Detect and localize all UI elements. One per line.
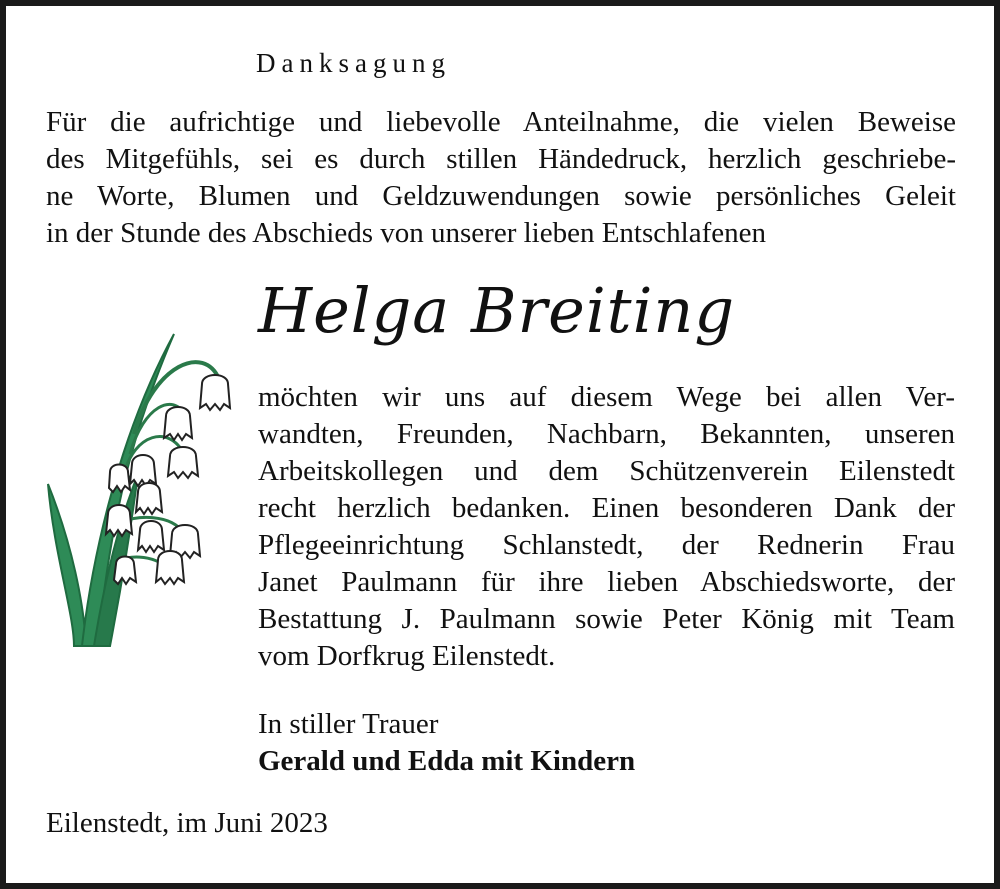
body-line: vom Dorfkrug Eilenstedt. xyxy=(258,640,556,672)
closing-text: In stiller Trauer xyxy=(258,708,439,740)
place-date: Eilenstedt, im Juni 2023 xyxy=(46,807,328,839)
intro-paragraph xyxy=(46,104,956,252)
body-line: Janet Paulmann für ihre lieben Abschiedsworte, der xyxy=(258,566,955,598)
notice-heading: Danksagung xyxy=(256,48,451,78)
intro-line: ne Worte, Blumen und Geldzuwendungen sowie persönliches Geleit xyxy=(46,180,956,212)
thanks-paragraph xyxy=(258,379,955,675)
body-line: Arbeitskollegen und dem Schützenverein Eilenstedt xyxy=(258,455,955,487)
deceased-name: Helga Breiting xyxy=(258,274,736,347)
body-line: wandten, Freunden, Nachbarn, Bekannten, unseren xyxy=(258,418,955,450)
lily-of-the-valley-icon xyxy=(34,324,234,649)
body-line: Pflegeeinrichtung Schlanstedt, der Rednerin Frau xyxy=(258,529,955,561)
intro-line: des Mitgefühls, sei es durch stillen Händedruck, herzlich geschriebe- xyxy=(46,143,956,175)
body-line: möchten wir uns auf diesem Wege bei allen Ver- xyxy=(258,381,955,413)
intro-line: Für die aufrichtige und liebevolle Anteilnahme, die vielen Beweise xyxy=(46,106,956,138)
signers: Gerald und Edda mit Kindern xyxy=(258,745,636,777)
body-line: Bestattung J. Paulmann sowie Peter König mit Team xyxy=(258,603,955,635)
intro-line: in der Stunde des Abschieds von unserer lieben Entschlafenen xyxy=(46,217,766,249)
body-line: recht herzlich bedanken. Einen besonderen Dank der xyxy=(258,492,955,524)
